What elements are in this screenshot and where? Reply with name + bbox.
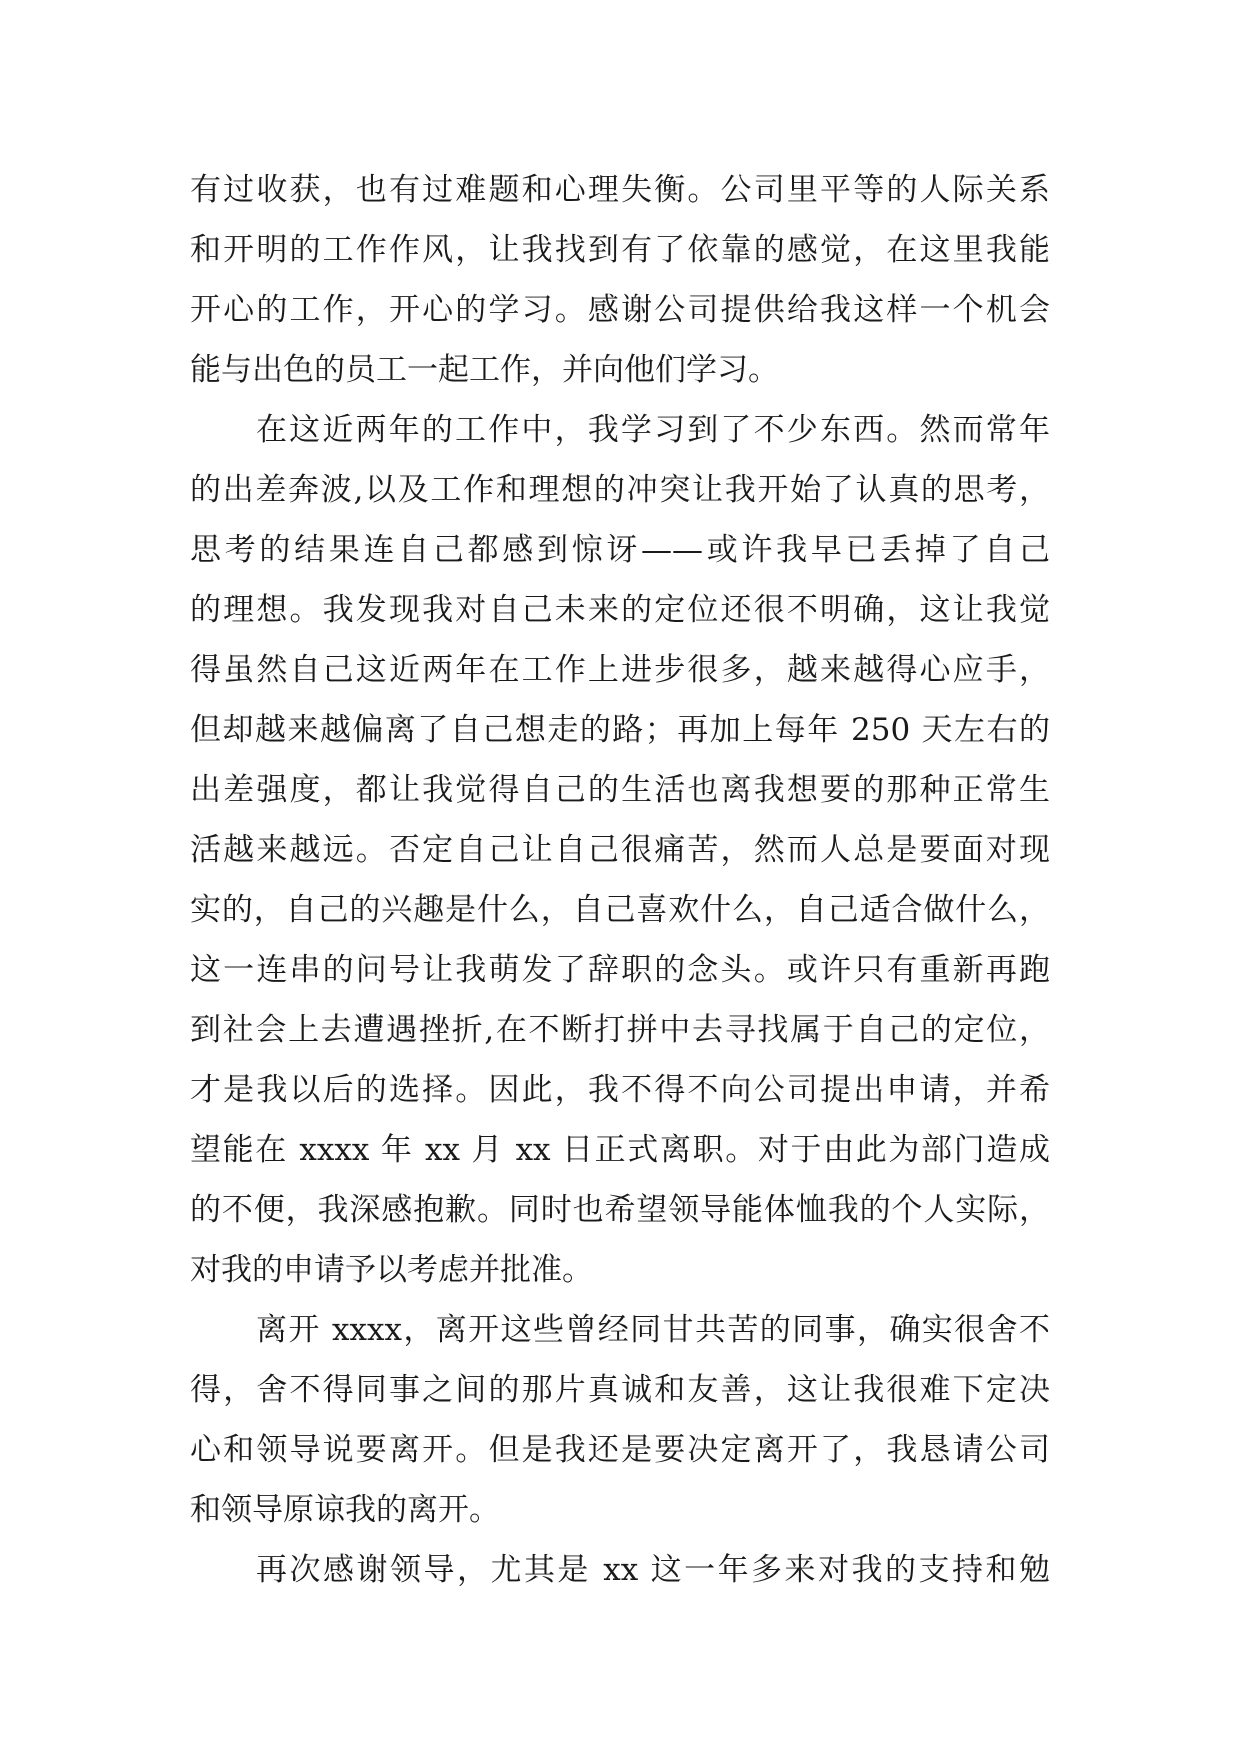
paragraph [190, 400, 1050, 1300]
text-line: 能与出色的员工一起工作，并向他们学习。 [190, 352, 779, 388]
text-line: 实的，自己的兴趣是什么，自己喜欢什么，自己适合做什么， [190, 892, 1050, 928]
text-line: 有过收获，也有过难题和心理失衡。公司里平等的人际关系 [190, 172, 1050, 208]
text-line: 出差强度，都让我觉得自己的生活也离我想要的那种正常生 [190, 772, 1050, 808]
text-line: 的理想。我发现我对自己未来的定位还很不明确，这让我觉 [190, 592, 1050, 628]
text-line: 和开明的工作作风，让我找到有了依靠的感觉，在这里我能 [190, 232, 1050, 268]
text-line: 思考的结果连自己都感到惊讶——或许我早已丢掉了自己 [190, 532, 1050, 568]
text-line: 望能在 xxxx 年 xx 月 xx 日正式离职。对于由此为部门造成 [190, 1132, 1050, 1168]
text-line: 得虽然自己这近两年在工作上进步很多，越来越得心应手， [190, 652, 1050, 688]
text-line: 活越来越远。否定自己让自己很痛苦，然而人总是要面对现 [190, 832, 1050, 868]
text-line: 心和领导说要离开。但是我还是要决定离开了，我恳请公司 [190, 1432, 1050, 1468]
paragraph [190, 160, 1050, 400]
text-line: 在这近两年的工作中，我学习到了不少东西。然而常年 [256, 412, 1050, 448]
text-line: 才是我以后的选择。因此，我不得不向公司提出申请，并希 [190, 1072, 1050, 1108]
text-line: 的出差奔波,以及工作和理想的冲突让我开始了认真的思考， [190, 472, 1050, 508]
text-line: 再次感谢领导，尤其是 xx 这一年多来对我的支持和勉 [256, 1552, 1050, 1588]
paragraph [190, 1300, 1050, 1540]
text-line: 开心的工作，开心的学习。感谢公司提供给我这样一个机会 [190, 292, 1050, 328]
paragraph [190, 1540, 1050, 1600]
document-body [190, 160, 1050, 1600]
text-line: 到社会上去遭遇挫折,在不断打拼中去寻找属于自己的定位， [190, 1012, 1050, 1048]
text-line: 的不便，我深感抱歉。同时也希望领导能体恤我的个人实际， [190, 1192, 1050, 1228]
text-line: 对我的申请予以考虑并批准。 [190, 1252, 593, 1288]
text-line: 得，舍不得同事之间的那片真诚和友善，这让我很难下定决 [190, 1372, 1050, 1408]
text-line: 和领导原谅我的离开。 [190, 1492, 500, 1528]
text-line: 这一连串的问号让我萌发了辞职的念头。或许只有重新再跑 [190, 952, 1050, 988]
text-line: 但却越来越偏离了自己想走的路；再加上每年 250 天左右的 [190, 712, 1050, 748]
text-line: 离开 xxxx，离开这些曾经同甘共苦的同事，确实很舍不 [256, 1312, 1050, 1348]
